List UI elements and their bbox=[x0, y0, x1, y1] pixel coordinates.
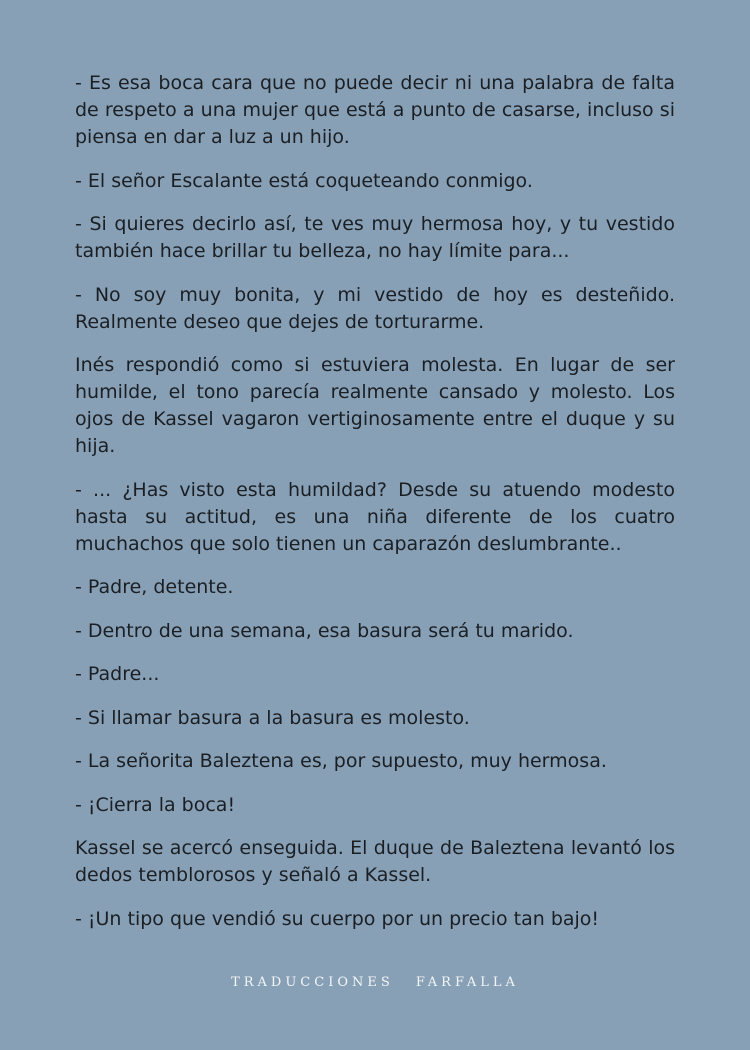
paragraph: Kassel se acercó enseguida. El duque de Baleztena levantó los dedos temblorosos y señaló a Kassel. bbox=[75, 837, 675, 886]
paragraph: - No soy muy bonita, y mi vestido de hoy es desteñido. Realmente deseo que dejes de torturarme. bbox=[75, 283, 675, 333]
paragraph: - ... ¿Has visto esta humildad? Desde su atuendo modesto hasta su actitud, es una niña diferente de los cuatro muchachos que solo tienen un caparazón deslumbrante.. bbox=[75, 478, 675, 555]
footer-credit: TRADUCCIONES FARFALLA bbox=[231, 975, 519, 990]
paragraph: - El señor Escalante está coqueteando conmigo. bbox=[75, 169, 533, 192]
paragraph: - La señorita Baleztena es, por supuesto, muy hermosa. bbox=[75, 750, 607, 772]
page-body bbox=[75, 70, 675, 949]
paragraph: Inés respondió como si estuviera molesta. En lugar de ser humilde, el tono parecía realmente cansado y molesto. Los ojos de Kassel vagaron vertiginosamente entre el duque y su hija. bbox=[75, 354, 675, 457]
paragraph: - Padre... bbox=[75, 663, 160, 685]
paragraph: - ¡Un tipo que vendió su cuerpo por un precio tan bajo! bbox=[75, 907, 600, 930]
paragraph: - ¡Cierra la boca! bbox=[75, 793, 236, 816]
paragraph: - Si quieres decirlo así, te ves muy hermosa hoy, y tu vestido también hace brillar tu belleza, no hay límite para... bbox=[75, 213, 675, 262]
paragraph: - Dentro de una semana, esa basura será tu marido. bbox=[75, 619, 574, 642]
paragraph: - Si llamar basura a la basura es molesto. bbox=[75, 706, 470, 729]
paragraph: - Padre, detente. bbox=[75, 576, 234, 598]
paragraph: - Es esa boca cara que no puede decir ni una palabra de falta de respeto a una mujer que está a punto de casarse, incluso si piensa en dar a luz a un hijo. bbox=[75, 72, 675, 148]
